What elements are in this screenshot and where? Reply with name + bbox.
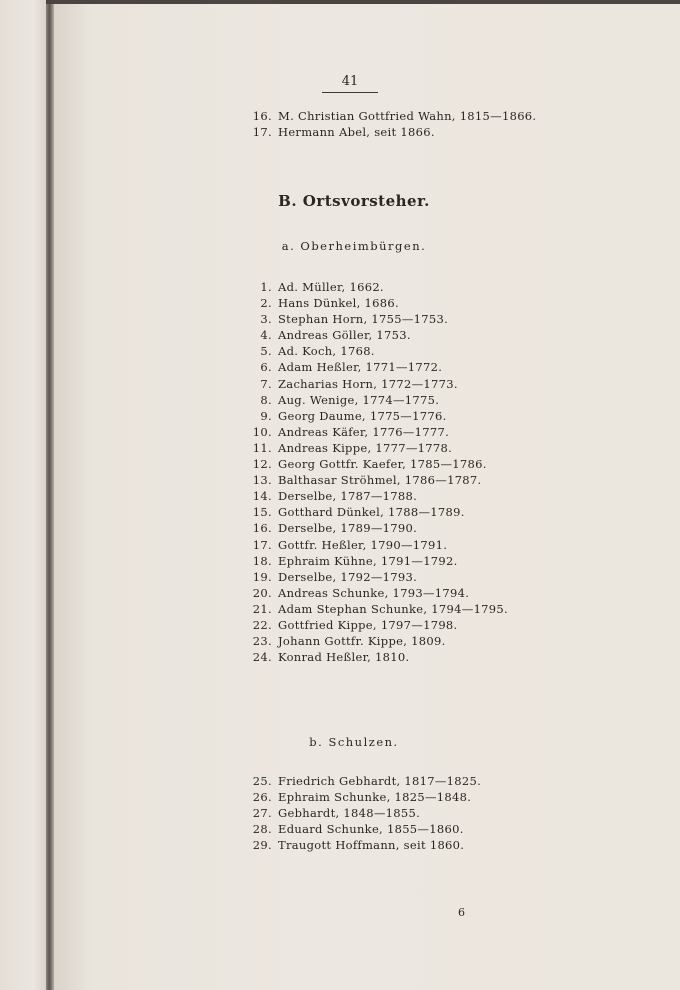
entry-text: Johann Gottfr. Kippe, 1809. <box>278 634 446 649</box>
entry-number: 5. <box>260 344 272 359</box>
entry-number: 15. <box>252 505 272 520</box>
entry-number: 26. <box>252 790 272 805</box>
entry-number: 16. <box>252 109 272 123</box>
list-item <box>246 295 508 311</box>
list-item <box>246 585 508 601</box>
entry-number: 23. <box>252 634 272 649</box>
entry-text: Ad. Müller, 1662. <box>278 280 384 294</box>
entry-number: 10. <box>252 424 272 439</box>
entry-text: M. Christian Gottfried Wahn, 1815—1866. <box>278 109 537 123</box>
header-rule <box>322 92 378 93</box>
list-item <box>246 359 508 375</box>
entry-number: 14. <box>252 489 272 504</box>
list-item <box>246 408 508 424</box>
entry-text: Stephan Horn, 1755—1753. <box>278 312 449 327</box>
entry-text: Gotthard Dünkel, 1788—1789. <box>278 505 465 520</box>
subsection-b-title: b. Schulzen. <box>309 735 399 749</box>
entry-number: 4. <box>260 328 272 343</box>
list-item <box>246 327 508 343</box>
entry-number: 1. <box>260 280 272 294</box>
page-header <box>54 74 646 93</box>
entry-text: Hans Dünkel, 1686. <box>278 296 399 311</box>
list-item <box>246 537 508 553</box>
entry-text: Adam Stephan Schunke, 1794—1795. <box>278 601 508 616</box>
entry-text: Andreas Käfer, 1776—1777. <box>278 424 450 439</box>
entry-number: 28. <box>252 822 272 837</box>
entry-text: Derselbe, 1792—1793. <box>278 569 418 584</box>
list-item <box>246 601 508 617</box>
entry-number: 17. <box>252 125 272 140</box>
entry-number: 25. <box>252 774 272 788</box>
list-item <box>246 424 508 440</box>
list-item <box>246 617 508 633</box>
entry-text: Ephraim Kühne, 1791—1792. <box>278 553 458 568</box>
list-item <box>246 392 508 408</box>
section-title: B. Ortsvorsteher. <box>278 192 430 210</box>
list-item <box>246 456 508 472</box>
subsection-a-title: a. Oberheimbürgen. <box>281 239 427 253</box>
entry-text: Zacharias Horn, 1772—1773. <box>278 376 458 391</box>
list-item <box>246 108 536 124</box>
entry-number: 2. <box>260 296 272 311</box>
entry-text: Eduard Schunke, 1855—1860. <box>278 822 464 837</box>
entry-text: Derselbe, 1787—1788. <box>278 489 418 504</box>
entry-number: 13. <box>252 473 272 488</box>
entries-b-list <box>246 773 481 853</box>
list-item <box>246 789 481 805</box>
top-entries-list <box>246 108 536 140</box>
entries-a-list <box>246 279 508 665</box>
list-item <box>246 773 481 789</box>
entry-text: Friedrich Gebhardt, 1817—1825. <box>278 774 482 788</box>
entry-text: Andreas Kippe, 1777—1778. <box>278 440 453 455</box>
list-item <box>246 520 508 536</box>
entry-number: 6. <box>260 360 272 375</box>
list-item <box>246 504 508 520</box>
list-item <box>246 649 508 665</box>
list-item <box>246 124 536 140</box>
entry-text: Adam Heßler, 1771—1772. <box>278 360 443 375</box>
entry-text: Andreas Schunke, 1793—1794. <box>278 585 470 600</box>
entry-text: Georg Gottfr. Kaefer, 1785—1786. <box>278 457 487 472</box>
entry-number: 24. <box>252 650 272 665</box>
entry-number: 21. <box>252 601 272 616</box>
signature-mark: 6 <box>458 906 465 919</box>
entry-number: 3. <box>260 312 272 327</box>
entry-text: Gebhardt, 1848—1855. <box>278 806 421 821</box>
list-item <box>246 569 508 585</box>
list-item <box>246 821 481 837</box>
left-page-edge <box>0 0 48 990</box>
entry-number: 22. <box>252 617 272 632</box>
list-item <box>246 633 508 649</box>
page-number: 41 <box>341 74 359 89</box>
entry-text: Hermann Abel, seit 1866. <box>278 125 435 140</box>
entry-text: Gottfried Kippe, 1797—1798. <box>278 617 458 632</box>
entry-text: Georg Daume, 1775—1776. <box>278 408 447 423</box>
entry-text: Konrad Heßler, 1810. <box>278 650 410 665</box>
entry-number: 29. <box>252 838 272 853</box>
entry-text: Balthasar Ströhmel, 1786—1787. <box>278 473 482 488</box>
entry-number: 19. <box>252 569 272 584</box>
list-item <box>246 837 481 853</box>
list-item <box>246 472 508 488</box>
entry-text: Aug. Wenige, 1774—1775. <box>278 392 440 407</box>
entry-number: 8. <box>260 392 272 407</box>
list-item <box>246 805 481 821</box>
list-item <box>246 343 508 359</box>
entry-number: 11. <box>252 440 272 455</box>
entry-number: 18. <box>252 553 272 568</box>
entry-text: Derselbe, 1789—1790. <box>278 521 418 536</box>
entry-text: Gottfr. Heßler, 1790—1791. <box>278 537 448 552</box>
entry-text: Ephraim Schunke, 1825—1848. <box>278 790 472 805</box>
entry-number: 27. <box>252 806 272 821</box>
entry-number: 20. <box>252 585 272 600</box>
entry-number: 16. <box>252 521 272 536</box>
entry-text: Andreas Göller, 1753. <box>278 328 411 343</box>
list-item <box>246 440 508 456</box>
book-page <box>54 4 680 990</box>
entry-number: 12. <box>252 457 272 472</box>
entry-text: Ad. Koch, 1768. <box>278 344 375 359</box>
list-item <box>246 279 508 295</box>
entry-text: Traugott Hoffmann, seit 1860. <box>278 838 465 853</box>
list-item <box>246 376 508 392</box>
entry-number: 17. <box>252 537 272 552</box>
entry-number: 7. <box>260 376 272 391</box>
list-item <box>246 311 508 327</box>
list-item <box>246 488 508 504</box>
list-item <box>246 553 508 569</box>
book-gutter <box>46 0 54 990</box>
entry-number: 9. <box>260 408 272 423</box>
